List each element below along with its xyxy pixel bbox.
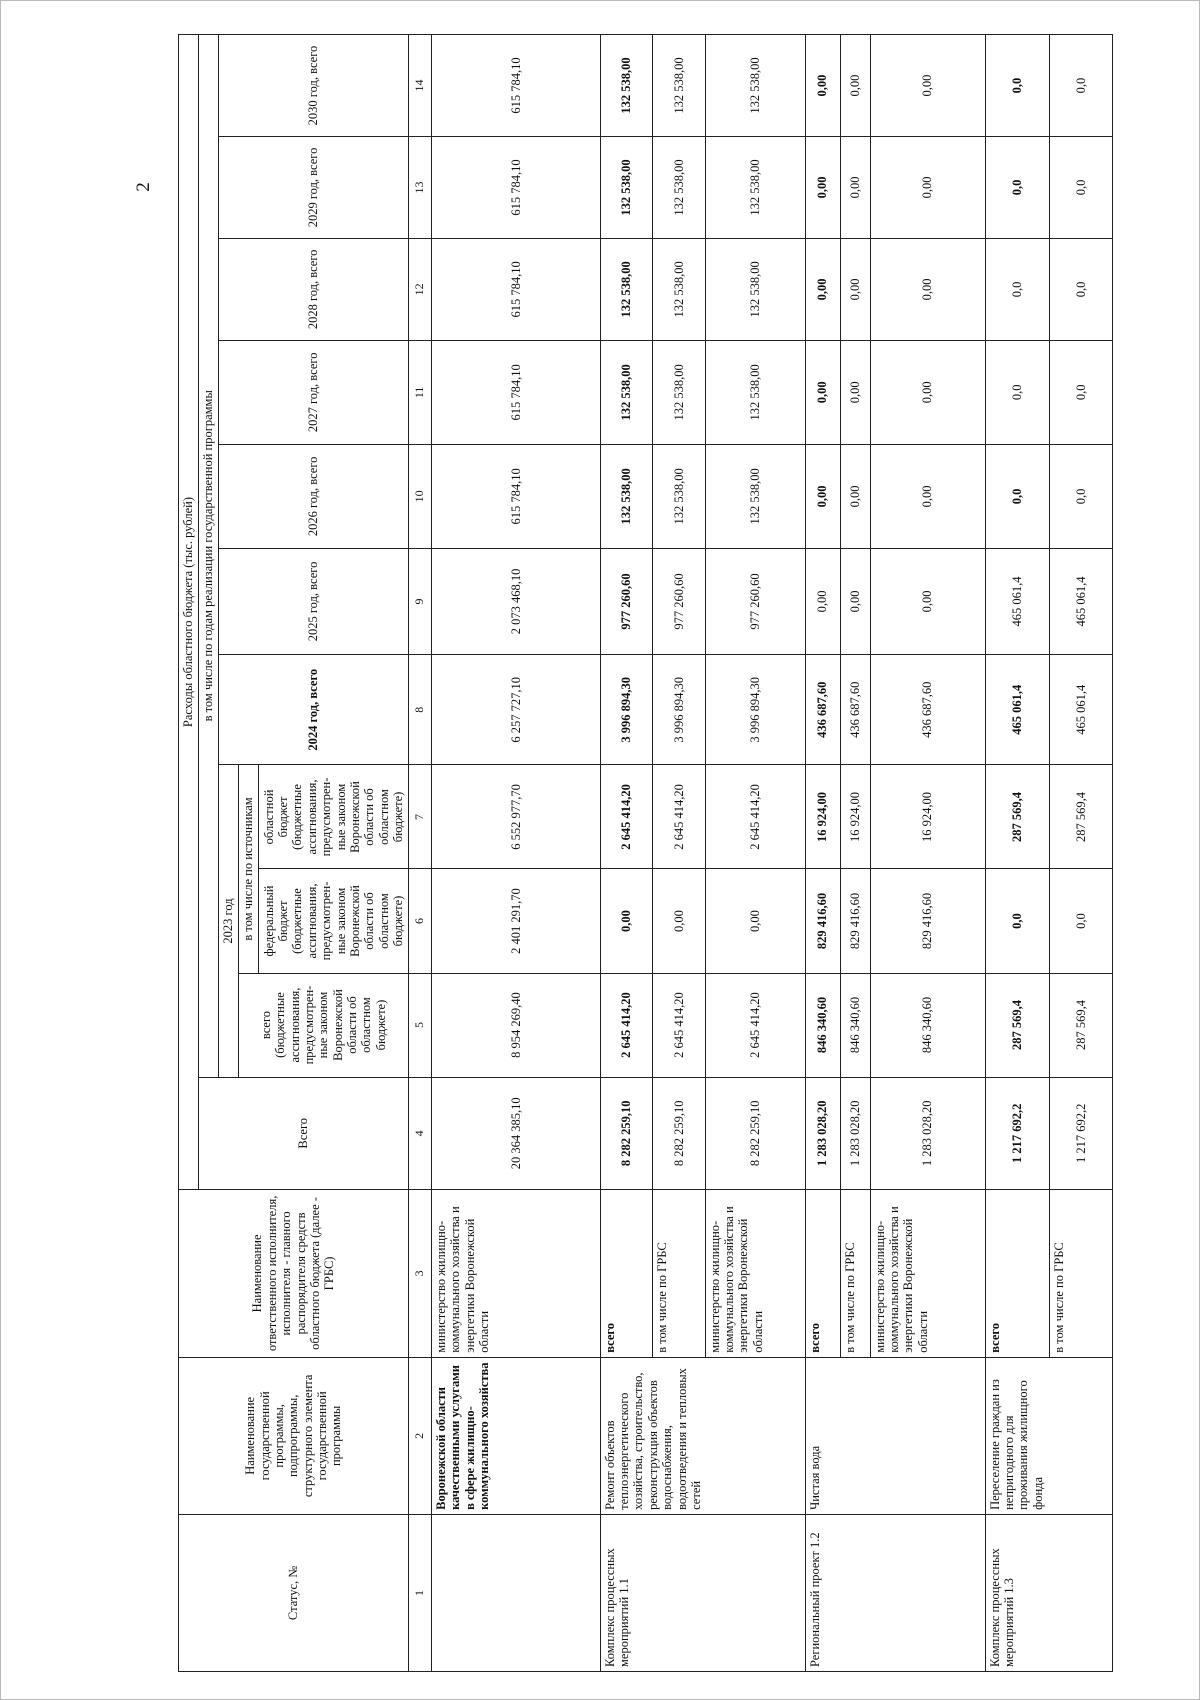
status-cell: Комплекс процессных мероприятий 1.1: [600, 1514, 805, 1671]
col-num: 3: [409, 1190, 432, 1358]
executor-cell: министерство жилищно-коммунального хозяйства и энергетики Воронежской области: [705, 1190, 805, 1358]
value-2027: 0,00: [840, 340, 870, 444]
value-2023-regional: 16 924,00: [870, 765, 985, 869]
value-2023-total: 846 340,60: [805, 973, 840, 1077]
value-2023-federal: 0,0: [1050, 869, 1113, 973]
value-total: 1 217 692,2: [985, 1077, 1050, 1190]
col-num: 14: [409, 35, 432, 137]
program-name-cell: Ремонт объектов теплоэнергетического хозяйства, строительство, реконструкция объектов водоснабжения, водоотведения и тепловых сетей: [600, 1357, 805, 1514]
header-2026: 2026 год, всего: [219, 444, 409, 548]
value-2023-federal: 829 416,60: [840, 869, 870, 973]
value-total: 8 282 259,10: [600, 1077, 652, 1190]
value-2024: 436 687,60: [805, 655, 840, 765]
value-2029: 0,00: [870, 137, 985, 239]
value-2023-total: 2 645 414,20: [705, 973, 805, 1077]
table-row: [432, 35, 601, 1672]
status-cell: Региональный проект 1.2: [805, 1514, 985, 1671]
value-2025: 977 260,60: [705, 548, 805, 654]
value-2023-total: 846 340,60: [870, 973, 985, 1077]
program-name-cell: Переселение граждан из непригодного для проживания жилищного фонда: [985, 1357, 1113, 1514]
table-header: [179, 35, 432, 1672]
budget-table: [178, 34, 1113, 1672]
header-name: Наименование государственной программы, подпрограммы, структурного элемента государственной программы: [179, 1357, 409, 1514]
value-2024: 3 996 894,30: [705, 655, 805, 765]
header-2027: 2027 год, всего: [219, 340, 409, 444]
value-2026: 615 784,10: [432, 444, 601, 548]
value-2028: 132 538,00: [600, 238, 652, 340]
col-num: 13: [409, 137, 432, 239]
table-body: [432, 35, 1113, 1672]
value-2026: 132 538,00: [705, 444, 805, 548]
value-2028: 0,0: [985, 238, 1050, 340]
col-num: 10: [409, 444, 432, 548]
col-num: 5: [409, 973, 432, 1077]
value-2023-federal: 0,00: [600, 869, 652, 973]
header-2029: 2029 год, всего: [219, 137, 409, 239]
value-2023-regional: 6 552 977,70: [432, 765, 601, 869]
value-2026: 0,00: [870, 444, 985, 548]
value-2028: 132 538,00: [705, 238, 805, 340]
col-num: 12: [409, 238, 432, 340]
executor-cell: всего: [600, 1190, 652, 1358]
value-2029: 132 538,00: [653, 137, 705, 239]
value-2023-regional: 287 569,4: [1050, 765, 1113, 869]
value-2025: 0,00: [870, 548, 985, 654]
header-status: Статус, №: [179, 1514, 409, 1671]
value-2023-total: 2 645 414,20: [600, 973, 652, 1077]
value-2026: 0,0: [1050, 444, 1113, 548]
value-2023-federal: 2 401 291,70: [432, 869, 601, 973]
header-regional: областной бюджет (бюджетные ассигнования, предусмотрен-ные законом Воронежской области об областном бюджете): [259, 765, 409, 869]
status-cell: Комплекс процессных мероприятий 1.3: [985, 1514, 1113, 1671]
column-numbers-row: [409, 35, 432, 1672]
page-number: 2: [133, 182, 154, 192]
header-2024: 2024 год, всего: [219, 655, 409, 765]
header-total-2023: всего (бюджетные ассигнования, предусмотрен-ные законом Воронежской области об областном бюджете): [239, 973, 409, 1077]
col-num: 4: [409, 1077, 432, 1190]
header-2025: 2025 год, всего: [219, 548, 409, 654]
col-num: 8: [409, 655, 432, 765]
rotated-table-stage: [178, 34, 1113, 1672]
value-2024: 436 687,60: [870, 655, 985, 765]
value-2025: 977 260,60: [653, 548, 705, 654]
header-year-2023: 2023 год: [219, 765, 239, 1077]
header-executor: Наименование ответственного исполнителя, исполнителя - главного распорядителя средств областного бюджета (далее - ГРБС): [179, 1190, 409, 1358]
status-cell: [432, 1514, 601, 1671]
value-total: 1 283 028,20: [840, 1077, 870, 1190]
executor-cell: министерство жилищно-коммунального хозяйства и энергетики Воронежской области: [870, 1190, 985, 1358]
program-name-cell: Чистая вода: [805, 1357, 985, 1514]
value-2030: 0,0: [1050, 35, 1113, 137]
table-row: [805, 35, 840, 1672]
value-2029: 0,00: [805, 137, 840, 239]
value-2023-federal: 0,00: [653, 869, 705, 973]
value-2025: 2 073 468,10: [432, 548, 601, 654]
header-2028: 2028 год, всего: [219, 238, 409, 340]
value-2028: 0,0: [1050, 238, 1113, 340]
col-num: 1: [409, 1514, 432, 1671]
value-2023-regional: 16 924,00: [805, 765, 840, 869]
value-2029: 0,00: [840, 137, 870, 239]
value-2029: 0,0: [985, 137, 1050, 239]
table-row: [600, 35, 652, 1672]
col-num: 9: [409, 548, 432, 654]
value-2028: 0,00: [840, 238, 870, 340]
value-total: 1 283 028,20: [805, 1077, 840, 1190]
value-total: 20 364 385,10: [432, 1077, 601, 1190]
value-2030: 0,0: [985, 35, 1050, 137]
value-2023-federal: 829 416,60: [805, 869, 840, 973]
executor-cell: всего: [805, 1190, 840, 1358]
value-2023-total: 287 569,4: [1050, 973, 1113, 1077]
executor-cell: в том числе по ГРБС: [1050, 1190, 1113, 1358]
value-2024: 3 996 894,30: [600, 655, 652, 765]
value-2024: 436 687,60: [840, 655, 870, 765]
value-2024: 6 257 727,10: [432, 655, 601, 765]
col-num: 11: [409, 340, 432, 444]
value-2027: 0,00: [805, 340, 840, 444]
col-num: 6: [409, 869, 432, 973]
header-by-years: в том числе по годам реализации государственной программы: [199, 35, 219, 1078]
header-federal: федеральный бюджет (бюджетные ассигнования, предусмотрен-ные законом Воронежской области об областном бюджете): [259, 869, 409, 973]
value-2025: 0,00: [840, 548, 870, 654]
value-total: 8 282 259,10: [653, 1077, 705, 1190]
value-2028: 615 784,10: [432, 238, 601, 340]
value-2026: 0,0: [985, 444, 1050, 548]
value-2023-regional: 2 645 414,20: [705, 765, 805, 869]
value-2023-total: 8 954 269,40: [432, 973, 601, 1077]
header-expenses-title: Расходы областного бюджета (тыс. рублей): [179, 35, 199, 1190]
executor-cell: в том числе по ГРБС: [840, 1190, 870, 1358]
value-2025: 465 061,4: [1050, 548, 1113, 654]
value-2027: 0,0: [985, 340, 1050, 444]
table-row: [985, 35, 1050, 1672]
value-2030: 132 538,00: [653, 35, 705, 137]
header-by-sources: в том числе по источникам: [239, 765, 259, 973]
value-2026: 0,00: [805, 444, 840, 548]
value-2028: 0,00: [805, 238, 840, 340]
value-2023-federal: 0,00: [705, 869, 805, 973]
value-2024: 465 061,4: [985, 655, 1050, 765]
value-2027: 132 538,00: [600, 340, 652, 444]
value-2023-total: 287 569,4: [985, 973, 1050, 1077]
value-2023-federal: 0,0: [985, 869, 1050, 973]
value-2023-total: 846 340,60: [840, 973, 870, 1077]
value-2030: 0,00: [805, 35, 840, 137]
executor-cell: в том числе по ГРБС: [653, 1190, 705, 1358]
value-2030: 132 538,00: [600, 35, 652, 137]
value-2027: 132 538,00: [653, 340, 705, 444]
value-2025: 465 061,4: [985, 548, 1050, 654]
value-2023-regional: 2 645 414,20: [653, 765, 705, 869]
value-2028: 0,00: [870, 238, 985, 340]
value-2030: 0,00: [870, 35, 985, 137]
executor-cell: всего: [985, 1190, 1050, 1358]
value-2023-regional: 2 645 414,20: [600, 765, 652, 869]
value-total: 1 217 692,2: [1050, 1077, 1113, 1190]
value-2029: 132 538,00: [705, 137, 805, 239]
value-2026: 132 538,00: [600, 444, 652, 548]
value-2030: 615 784,10: [432, 35, 601, 137]
value-2027: 0,0: [1050, 340, 1113, 444]
value-2024: 3 996 894,30: [653, 655, 705, 765]
value-2030: 132 538,00: [705, 35, 805, 137]
value-2027: 615 784,10: [432, 340, 601, 444]
value-2026: 132 538,00: [653, 444, 705, 548]
value-2025: 0,00: [805, 548, 840, 654]
value-2026: 0,00: [840, 444, 870, 548]
executor-cell: министерство жилищно-коммунального хозяйства и энергетики Воронежской области: [432, 1190, 601, 1358]
value-2030: 0,00: [840, 35, 870, 137]
value-2029: 615 784,10: [432, 137, 601, 239]
col-num: 7: [409, 765, 432, 869]
value-2023-regional: 16 924,00: [840, 765, 870, 869]
value-2024: 465 061,4: [1050, 655, 1113, 765]
value-2027: 132 538,00: [705, 340, 805, 444]
value-2025: 977 260,60: [600, 548, 652, 654]
program-name-cell: Воронежской области качественными услугами в сфере жилищно-коммунального хозяйства: [432, 1357, 601, 1514]
value-2029: 132 538,00: [600, 137, 652, 239]
header-total: Всего: [199, 1077, 409, 1190]
header-2030: 2030 год, всего: [219, 35, 409, 137]
col-num: 2: [409, 1357, 432, 1514]
value-2023-total: 2 645 414,20: [653, 973, 705, 1077]
value-2027: 0,00: [870, 340, 985, 444]
value-2029: 0,0: [1050, 137, 1113, 239]
value-2028: 132 538,00: [653, 238, 705, 340]
value-total: 1 283 028,20: [870, 1077, 985, 1190]
value-2023-federal: 829 416,60: [870, 869, 985, 973]
value-total: 8 282 259,10: [705, 1077, 805, 1190]
value-2023-regional: 287 569,4: [985, 765, 1050, 869]
